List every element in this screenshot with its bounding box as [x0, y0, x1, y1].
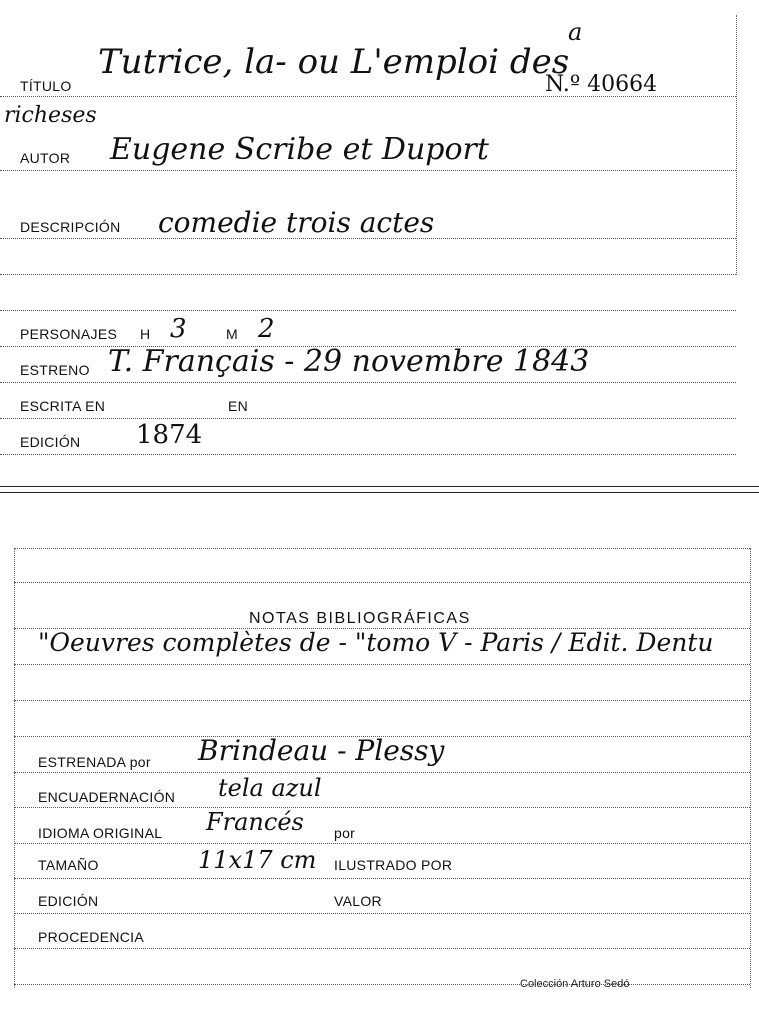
- blank-line-1: [0, 274, 736, 275]
- escrita-en-line: [0, 418, 736, 419]
- titulo-label: TÍTULO: [20, 78, 72, 94]
- autor-line: [0, 170, 736, 171]
- estreno-label: ESTRENO: [20, 362, 90, 378]
- bottom-card-right-border: [750, 548, 751, 988]
- descripcion-label: DESCRIPCIÓN: [20, 219, 121, 235]
- encuadernacion-line: [14, 807, 750, 808]
- notas-label: NOTAS BIBLIOGRÁFICAS: [249, 610, 471, 627]
- personajes-h-label: H: [140, 326, 151, 342]
- estrenada-line: [14, 772, 750, 773]
- descripcion-line: [0, 238, 736, 239]
- estreno-value: T. Français - 29 novembre 1843: [108, 344, 590, 379]
- bottom-blank-line-2: [14, 700, 750, 701]
- personajes-m-label: M: [226, 326, 238, 342]
- descripcion-value: comedie trois actes: [158, 206, 435, 239]
- idioma-value: Francés: [206, 808, 304, 836]
- bottom-edicion-label: EDICIÓN: [38, 893, 99, 909]
- top-edicion-label: EDICIÓN: [20, 434, 81, 450]
- personajes-h-value: 3: [170, 314, 187, 344]
- bottom-card-top-border: [14, 548, 750, 549]
- titulo-value: Tutrice, la- ou L'emploi des: [98, 42, 570, 82]
- idioma-line: [14, 843, 750, 844]
- tamano-label: TAMAÑO: [38, 857, 99, 873]
- blank-line-2: [0, 310, 736, 311]
- autor-label: AUTOR: [20, 150, 71, 166]
- notas-line: [14, 628, 750, 629]
- autor-value: Eugene Scribe et Duport: [110, 132, 489, 167]
- ilustrado-por-label: ILUSTRADO POR: [334, 857, 453, 873]
- top-card-right-border: [736, 15, 737, 275]
- separator-line-1: [0, 486, 759, 487]
- personajes-m-value: 2: [258, 314, 275, 344]
- top-edicion-line: [0, 454, 736, 455]
- estreno-line: [0, 382, 736, 383]
- collection-stamp: Colección Arturo Sedó: [520, 978, 630, 990]
- titulo-line: [0, 96, 736, 97]
- estrenada-label: ESTRENADA por: [38, 754, 151, 770]
- encuadernacion-value: tela azul: [218, 774, 322, 802]
- notas-line-2: [14, 664, 750, 665]
- valor-label: VALOR: [334, 893, 382, 909]
- bottom-card-bottom-border: [14, 984, 750, 985]
- titulo-number-mark: a: [568, 18, 583, 46]
- separator-line-2: [0, 492, 759, 493]
- top-edicion-value: 1874: [136, 420, 203, 450]
- bottom-card-left-border: [14, 548, 15, 988]
- idioma-label: IDIOMA ORIGINAL: [38, 825, 163, 841]
- tamano-line: [14, 878, 750, 879]
- procedencia-line: [14, 948, 750, 949]
- notas-value: "Oeuvres complètes de - "tomo V - Paris / Edit. Dentu: [38, 628, 714, 657]
- titulo-value-cont: richeses: [4, 103, 97, 128]
- titulo-number: N.º 40664: [545, 72, 658, 97]
- escrita-en-en-label: EN: [228, 398, 249, 414]
- estrenada-value: Brindeau - Plessy: [198, 734, 445, 767]
- idioma-por-label: por: [334, 825, 356, 841]
- bottom-edicion-line: [14, 913, 750, 914]
- procedencia-label: PROCEDENCIA: [38, 929, 144, 945]
- encuadernacion-label: ENCUADERNACIÓN: [38, 789, 176, 805]
- bottom-blank-line-1: [14, 582, 750, 583]
- tamano-value: 11x17 cm: [198, 846, 317, 874]
- personajes-label: PERSONAJES: [20, 326, 118, 342]
- escrita-en-label: ESCRITA EN: [20, 398, 106, 414]
